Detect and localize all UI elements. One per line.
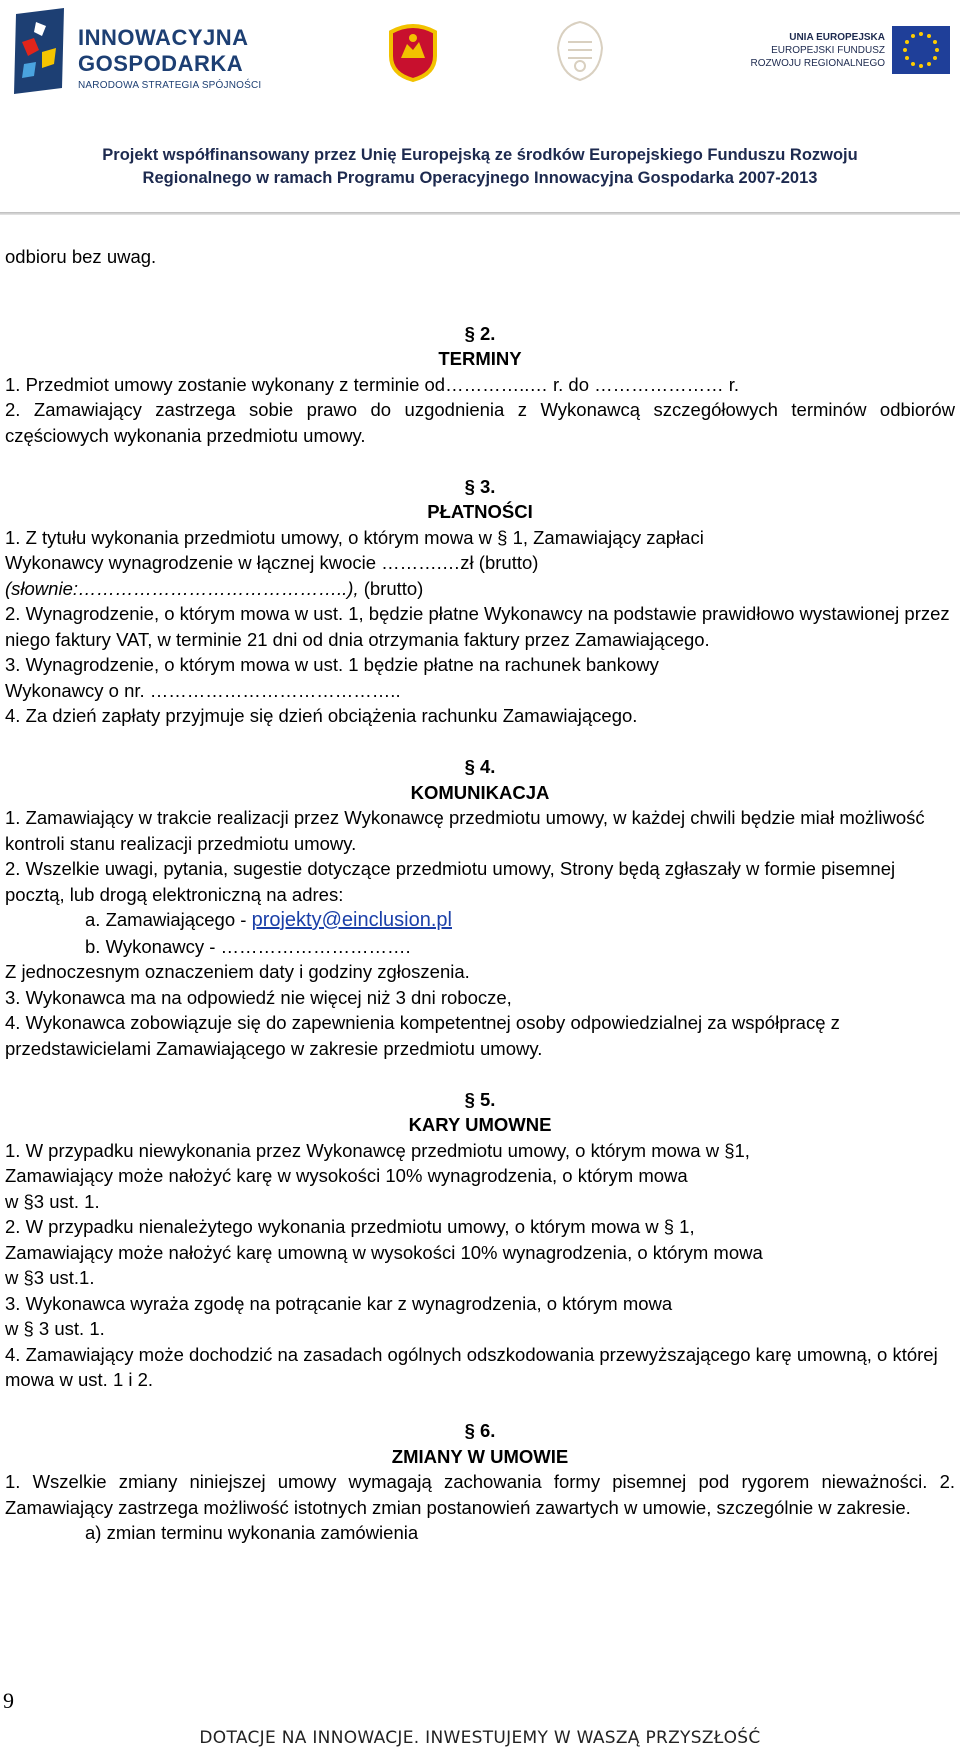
footer-slogan: DOTACJE NA INNOWACJE. INWESTUJEMY W WASZĄ PRZYSZŁOŚĆ: [199, 1728, 761, 1748]
section-5-item-3-line-2: w § 3 ust. 1.: [5, 1318, 105, 1339]
section-3-title: PŁATNOŚCI: [427, 501, 533, 522]
logo-line-3: NARODOWA STRATEGIA SPÓJNOŚCI: [78, 80, 262, 91]
section-6-title: ZMIANY W UMOWIE: [391, 1445, 569, 1467]
coat-of-arms-icon: [385, 22, 441, 82]
section-3-item-3-line-1: 3. Wynagrodzenie, o którym mowa w ust. 1 będzie płatne na rachunek bankowy: [5, 654, 659, 675]
section-2: [5, 321, 955, 449]
contact-label: a. Zamawiającego -: [85, 909, 252, 930]
section-5: [5, 1087, 955, 1393]
section-5-item-1-line-2: Zamawiający może nałożyć karę w wysokości 10% wynagrodzenia, o którym mowa: [5, 1165, 688, 1186]
section-4-number: § 4.: [464, 756, 496, 777]
section-5-number: § 5.: [464, 1088, 496, 1110]
section-3-item-1-line-3: [5, 576, 955, 602]
project-line-1: Projekt współfinansowany przez Unię Europejską ze środków Europejskiego Funduszu Rozwoju: [102, 146, 858, 164]
section-2-title: TERMINY: [438, 348, 522, 369]
eu-logo-line-1: UNIA EUROPEJSKA: [789, 32, 885, 43]
foundation-logo-icon: [550, 18, 610, 84]
section-5-item-4: 4. Zamawiający może dochodzić na zasadach ogólnych odszkodowania przewyższającego karę umowną, o której mowa w ust. 1 i 2.: [5, 1343, 938, 1390]
section-3-number: § 3.: [464, 475, 496, 497]
eu-regional-fund-logo: [730, 20, 950, 84]
header-divider: [0, 212, 960, 215]
section-3-item-3-line-2: Wykonawcy o nr. …………………………………..: [5, 679, 401, 701]
section-4-item-4: 4. Wykonawca zobowiązuje się do zapewnienia kompetentnej osoby odpowiedzialnej za współpracę z przedstawicielami Zamawiającego w zakresie przedmiotu umowy.: [5, 1012, 840, 1059]
section-5-title: KARY UMOWNE: [408, 1114, 552, 1135]
document-body: [5, 244, 955, 1546]
section-3-item-1-line-2: Wykonawcy wynagrodzenie w łącznej kwocie ……….…zł (brutto): [5, 552, 539, 573]
project-cofinancing-note: [0, 144, 960, 190]
section-5-item-1-line-3: w §3 ust. 1.: [5, 1190, 100, 1212]
section-5-item-2-line-2: Zamawiający może nałożyć karę umowną w wysokości 10% wynagrodzenia, o którym mowa: [5, 1241, 763, 1263]
section-6: [5, 1418, 955, 1546]
section-3-item-2: 2. Wynagrodzenie, o którym mowa w ust. 1, będzie płatne Wykonawcy na podstawie prawidłowo wystawionej przez niego faktury VAT, w terminie 21 dni od dnia otrzymania faktury przez Zamawiającego.: [5, 603, 950, 650]
innovative-economy-logo-icon: [12, 8, 70, 94]
eu-flag-icon: [892, 26, 950, 74]
eu-logo-line-2: EUROPEJSKI FUNDUSZ: [771, 45, 885, 56]
section-4-title: KOMUNIKACJA: [410, 781, 550, 803]
section-4-item-2-note: Z jednoczesnym oznaczeniem daty i godziny zgłoszenia.: [5, 961, 470, 982]
amount-in-words-suffix: (brutto): [358, 577, 424, 599]
intro-text: odbioru bez uwag.: [5, 246, 157, 267]
amount-in-words: (słownie:……………………………………..),: [5, 577, 359, 599]
section-5-item-2-line-1: 2. W przypadku nienależytego wykonania przedmiotu umowy, o którym mowa w § 1,: [5, 1216, 695, 1237]
section-5-item-1-line-1: 1. W przypadku niewykonania przez Wykonawcę przedmiotu umowy, o którym mowa w §1,: [5, 1139, 750, 1161]
email-link[interactable]: projekty@einclusion.pl: [251, 909, 452, 931]
eu-logo-line-3: ROZWOJU REGIONALNEGO: [750, 58, 885, 69]
section-3-item-1-line-1: 1. Z tytułu wykonania przedmiotu umowy, o którym mowa w § 1, Zamawiający zapłaci: [5, 526, 704, 548]
section-3-item-4: 4. Za dzień zapłaty przyjmuje się dzień obciążenia rachunku Zamawiającego.: [5, 705, 638, 726]
section-2-number: § 2.: [464, 322, 496, 344]
section-3: [5, 474, 955, 729]
page-number: 9: [3, 1688, 14, 1713]
section-2-item-1: 1. Przedmiot umowy zostanie wykonany z terminie od…………..… r. do ………………… r.: [5, 373, 740, 395]
section-4: [5, 754, 955, 1061]
section-6-number: § 6.: [464, 1420, 496, 1441]
section-2-item-2: 2. Zamawiający zastrzega sobie prawo do uzgodnienia z Wykonawcą szczegółowych terminów odbiorów częściowych wykonania przedmiotu umowy.: [5, 399, 955, 446]
project-line-2: Regionalnego w ramach Programu Operacyjnego Innowacyjna Gospodarka 2007-2013: [142, 169, 818, 187]
innovative-economy-logo: [12, 8, 282, 94]
section-4-item-2b: b. Wykonawcy - ………………………….: [85, 935, 411, 957]
section-5-item-2-line-3: w §3 ust.1.: [5, 1267, 95, 1288]
section-4-item-1: 1. Zamawiający w trakcie realizacji przez Wykonawcę przedmiotu umowy, w każdej chwili będzie miał możliwość kontroli stanu realizacji przedmiotu umowy.: [5, 807, 925, 854]
section-4-item-2: 2. Wszelkie uwagi, pytania, sugestie dotyczące przedmiotu umowy, Strony będą zgłaszały w formie pisemnej pocztą, lub drogą elektroniczną na adres:: [5, 858, 896, 905]
logo-line-2: GOSPODARKA: [78, 51, 244, 76]
section-6-item-1: 1. Wszelkie zmiany niniejszej umowy wymagają zachowania formy pisemnej pod rygorem nieważności. 2. Zamawiający zastrzega możliwość istotnych zmian postanowień zawartych w umowie, szczególnie w zakresie.: [5, 1471, 955, 1518]
section-4-item-3: 3. Wykonawca ma na odpowiedź nie więcej niż 3 dni robocze,: [5, 986, 512, 1008]
section-5-item-3-line-1: 3. Wykonawca wyraża zgodę na potrącanie kar z wynagrodzenia, o którym mowa: [5, 1292, 673, 1314]
logo-line-1: INNOWACYJNA: [78, 25, 249, 50]
section-4-item-2a: [5, 907, 955, 934]
page-header: [0, 0, 960, 215]
section-6-item-a: a) zmian terminu wykonania zamówienia: [85, 1522, 419, 1543]
